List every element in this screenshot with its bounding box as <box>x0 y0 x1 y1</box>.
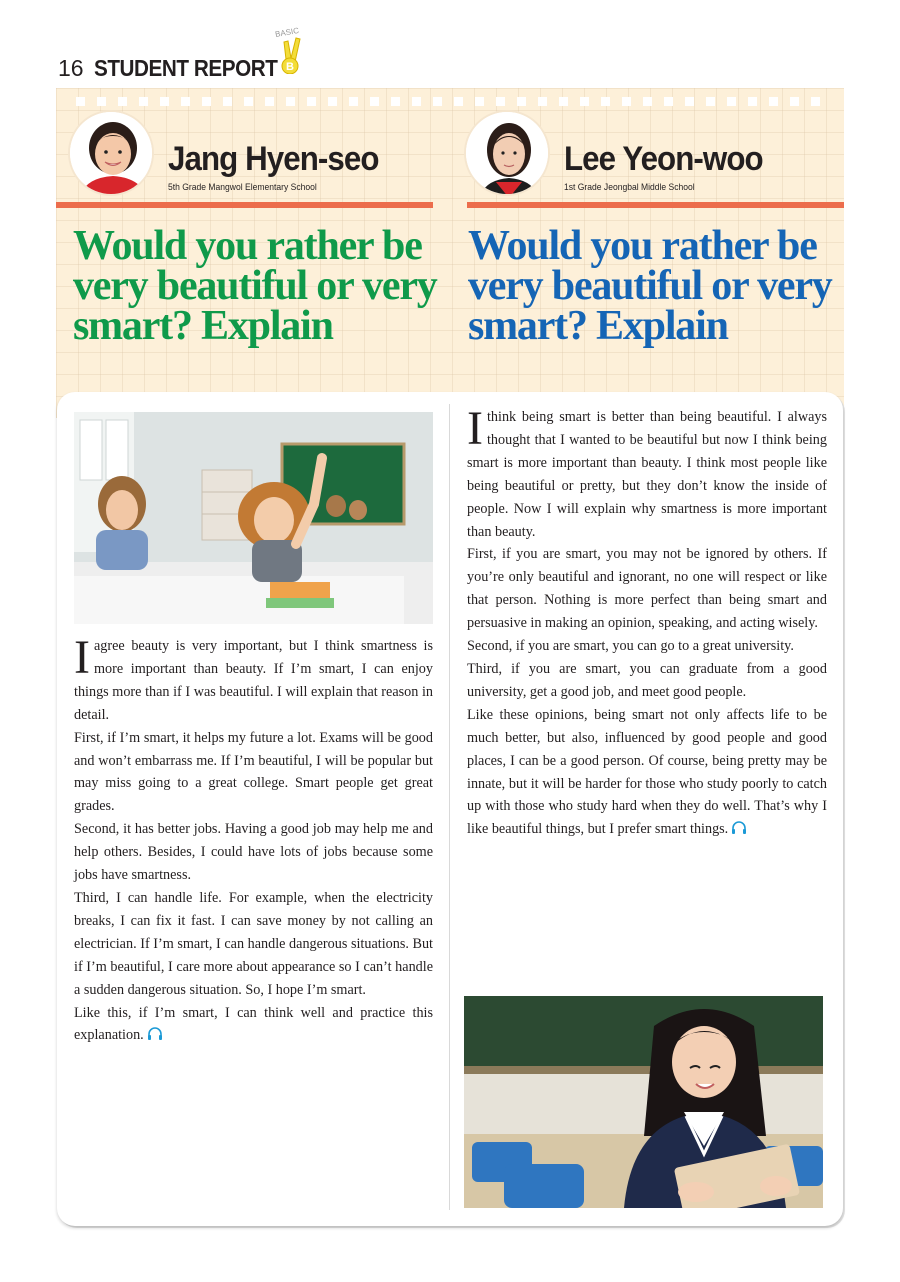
orange-rule <box>467 202 844 208</box>
student-tablet-photo <box>464 996 823 1208</box>
paragraph-text: think being smart is better than being beautiful. I always thought that I wanted to be beautiful but now I think being smart is more important than beauty. I think most people like being beautiful or pretty, but they don’t know the inside of people. Now I will explain why smartness is more important than beauty. <box>467 409 827 540</box>
headphones-icon[interactable] <box>731 821 747 834</box>
orange-rule <box>56 202 433 208</box>
author-name: Lee Yeon-woo <box>564 140 763 178</box>
essay-paragraph: Third, I can handle life. For example, when the electricity breaks, I can fix it fast. I can save money by not calling an electrician. If I’m smart, I can handle dangerous situations. But if I’m beautiful, I care more about appearance so I can’t handle a sudden dangerous situation. So, I hope I’m smart. <box>74 889 433 998</box>
essay-left <box>74 631 433 1047</box>
page-header <box>58 40 297 80</box>
question-heading: Would you rather be very beautiful or very smart? Explain <box>468 223 832 349</box>
victory-hand-icon <box>274 25 305 74</box>
column-divider <box>449 404 450 1210</box>
essay-paragraph: Third, if you are smart, you can graduate from a good university, get a good job, and meet good people. <box>467 660 827 700</box>
essay-right <box>467 402 827 841</box>
perforation-decoration <box>76 97 830 106</box>
avatar <box>464 110 550 196</box>
essay-paragraph <box>74 1002 433 1048</box>
dropcap: I <box>74 631 90 684</box>
paragraph-text: Like this, if I’m smart, I can think well and practice this explanation. <box>74 1004 433 1044</box>
question-heading: Would you rather be very beautiful or very smart? Explain <box>73 223 437 349</box>
student-portrait <box>70 112 154 196</box>
author-school: 5th Grade Mangwol Elementary School <box>168 182 317 193</box>
essay-paragraph <box>467 704 827 841</box>
headphones-icon[interactable] <box>147 1027 163 1040</box>
paragraph-text: Like these opinions, being smart not only affects life to be much better, but also, influenced by good people and good places, I can be a good person. Of course, being pretty may be innate, but it will be harder for those who study poorly to catch up with those who study hard when they do well. That’s why I like beautiful things, but I prefer smart things. <box>467 706 827 838</box>
author-right <box>464 110 844 200</box>
badge-label: BASIC <box>274 25 300 40</box>
essay-paragraph: Second, if you are smart, you can go to a great university. <box>467 638 794 655</box>
essay-paragraph: First, if I’m smart, it helps my future a lot. Exams will be good and won’t embarrass me. If I’m beautiful, I will be popular but may miss going to a great college. Smart people get great grades. <box>74 729 433 815</box>
page-number: 16 <box>58 55 84 81</box>
essay-paragraph <box>467 402 827 543</box>
classroom-photo <box>74 412 433 624</box>
avatar <box>68 110 154 196</box>
dropcap: I <box>467 402 483 455</box>
author-left <box>68 110 434 200</box>
basic-badge <box>274 25 305 74</box>
paragraph-text: agree beauty is very important, but I think smartness is more important than beauty. If I’m smart, I can enjoy things more than if I was beautiful. I will explain that reason in detail. <box>74 638 433 723</box>
section-title: STUDENT REPORT <box>93 55 278 81</box>
author-school: 1st Grade Jeongbal Middle School <box>564 182 695 193</box>
essay-paragraph: First, if you are smart, you may not be ignored by others. If you’re only beautiful and ignorant, no one will respect or like that person. Nothing is more perfect than being smart and persuasive in making an opinion, speaking, and acting wisely. <box>467 546 827 632</box>
author-name: Jang Hyen-seo <box>168 140 379 178</box>
essay-paragraph <box>74 631 433 727</box>
essay-paragraph: Second, it has better jobs. Having a good job may help me and help others. Besides, I could have lots of jobs because some jobs have smartness. <box>74 821 433 884</box>
student-portrait <box>466 112 550 196</box>
badge-letter: B <box>286 61 294 73</box>
